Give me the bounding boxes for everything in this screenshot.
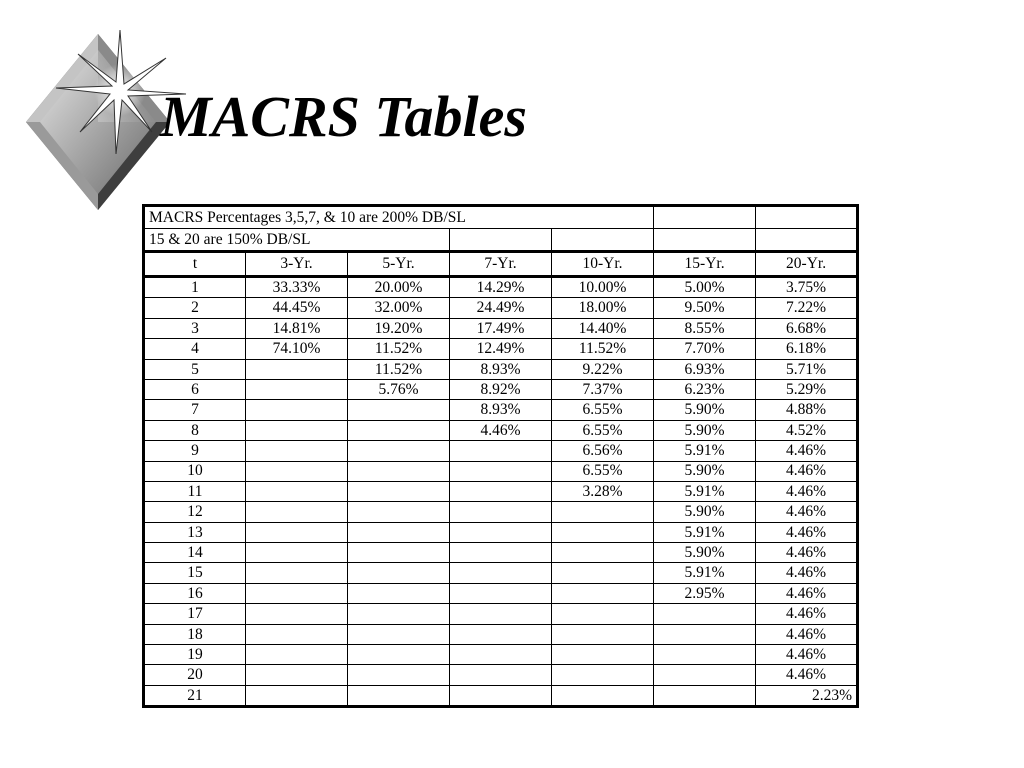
table-cell-3yr xyxy=(246,543,348,563)
table-cell-empty xyxy=(552,229,654,252)
table-cell-20yr: 4.46% xyxy=(756,543,858,563)
table-cell-t: 5 xyxy=(144,359,246,379)
table-cell-10yr: 9.22% xyxy=(552,359,654,379)
table-cell-10yr: 6.56% xyxy=(552,441,654,461)
table-row xyxy=(144,481,858,501)
table-cell-3yr xyxy=(246,685,348,706)
table-cell-t: 19 xyxy=(144,645,246,665)
table-cell-20yr: 4.46% xyxy=(756,522,858,542)
table-row xyxy=(144,379,858,399)
table-cell-t: 14 xyxy=(144,543,246,563)
table-cell-t: 12 xyxy=(144,502,246,522)
table-cell-5yr xyxy=(348,645,450,665)
table-cell-t: 21 xyxy=(144,685,246,706)
table-cell-3yr xyxy=(246,604,348,624)
table-cell-10yr xyxy=(552,645,654,665)
table-cell-20yr: 2.23% xyxy=(756,685,858,706)
table-cell-t: 1 xyxy=(144,277,246,298)
table-cell-5yr: 11.52% xyxy=(348,339,450,359)
table-cell-20yr: 4.46% xyxy=(756,665,858,685)
table-row xyxy=(144,502,858,522)
table-cell-7yr xyxy=(450,685,552,706)
table-cell-15yr: 5.91% xyxy=(654,481,756,501)
table-row xyxy=(144,277,858,298)
page-title: MACRS Tables xyxy=(160,84,527,149)
table-cell-7yr: 17.49% xyxy=(450,318,552,338)
table-cell-t: 18 xyxy=(144,624,246,644)
table-cell-15yr: 5.00% xyxy=(654,277,756,298)
table-cell-10yr: 7.37% xyxy=(552,379,654,399)
table-cell-t: 15 xyxy=(144,563,246,583)
table-row xyxy=(144,685,858,706)
table-cell-t: 20 xyxy=(144,665,246,685)
table-cell-7yr xyxy=(450,624,552,644)
table-cell-t: 9 xyxy=(144,441,246,461)
table-cell-15yr xyxy=(654,685,756,706)
table-cell-15yr: 5.90% xyxy=(654,400,756,420)
table-cell-20yr: 7.22% xyxy=(756,298,858,318)
table-cell-15yr: 6.23% xyxy=(654,379,756,399)
table-row xyxy=(144,298,858,318)
table-cell-empty xyxy=(756,229,858,252)
table-cell-15yr: 5.90% xyxy=(654,420,756,440)
table-header-row xyxy=(144,252,858,277)
table-cell-7yr xyxy=(450,645,552,665)
table-cell-7yr: 8.93% xyxy=(450,359,552,379)
table-cell-15yr: 5.90% xyxy=(654,461,756,481)
column-header-7yr: 7-Yr. xyxy=(450,252,552,277)
table-cell-7yr xyxy=(450,543,552,563)
table-cell-10yr: 6.55% xyxy=(552,400,654,420)
table-cell-3yr xyxy=(246,645,348,665)
table-cell-10yr xyxy=(552,502,654,522)
table-cell-5yr xyxy=(348,563,450,583)
table-row xyxy=(144,645,858,665)
table-cell-10yr: 10.00% xyxy=(552,277,654,298)
table-cell-20yr: 4.46% xyxy=(756,461,858,481)
table-cell-3yr xyxy=(246,481,348,501)
table-cell-5yr: 32.00% xyxy=(348,298,450,318)
table-row xyxy=(144,624,858,644)
table-cell-empty xyxy=(654,229,756,252)
table-cell-5yr xyxy=(348,400,450,420)
table-cell-20yr: 6.18% xyxy=(756,339,858,359)
table-cell-20yr: 4.46% xyxy=(756,481,858,501)
table-cell-t: 3 xyxy=(144,318,246,338)
table-row xyxy=(144,665,858,685)
table-cell-10yr xyxy=(552,583,654,603)
table-cell-3yr xyxy=(246,359,348,379)
table-cell-t: 17 xyxy=(144,604,246,624)
table-cell-15yr xyxy=(654,624,756,644)
table-cell-7yr xyxy=(450,563,552,583)
table-cell-3yr xyxy=(246,522,348,542)
table-cell-10yr: 18.00% xyxy=(552,298,654,318)
table-cell-15yr xyxy=(654,645,756,665)
table-cell-3yr xyxy=(246,583,348,603)
table-cell-t: 11 xyxy=(144,481,246,501)
table-cell-t: 16 xyxy=(144,583,246,603)
table-cell-10yr xyxy=(552,624,654,644)
table-cell-3yr xyxy=(246,624,348,644)
table-cell-10yr: 14.40% xyxy=(552,318,654,338)
table-cell-20yr: 4.46% xyxy=(756,624,858,644)
column-header-10yr: 10-Yr. xyxy=(552,252,654,277)
table-cell-5yr xyxy=(348,604,450,624)
table-cell-7yr xyxy=(450,583,552,603)
table-row xyxy=(144,522,858,542)
table-cell-20yr: 4.52% xyxy=(756,420,858,440)
table-cell-20yr: 4.46% xyxy=(756,441,858,461)
table-cell-10yr xyxy=(552,522,654,542)
table-cell-t: 4 xyxy=(144,339,246,359)
table-cell-10yr xyxy=(552,543,654,563)
table-cell-15yr: 6.93% xyxy=(654,359,756,379)
table-note-row xyxy=(144,206,858,229)
table-cell-15yr: 9.50% xyxy=(654,298,756,318)
table-cell-20yr: 4.46% xyxy=(756,604,858,624)
table-row xyxy=(144,339,858,359)
table-cell-3yr xyxy=(246,400,348,420)
table-cell-10yr xyxy=(552,665,654,685)
table-cell-7yr xyxy=(450,522,552,542)
table-cell-5yr xyxy=(348,420,450,440)
table-row xyxy=(144,400,858,420)
column-header-t: t xyxy=(144,252,246,277)
table-cell-15yr: 5.91% xyxy=(654,563,756,583)
table-cell-10yr xyxy=(552,685,654,706)
table-cell-10yr: 6.55% xyxy=(552,420,654,440)
table-cell-7yr xyxy=(450,441,552,461)
table-cell-3yr: 33.33% xyxy=(246,277,348,298)
table-cell-10yr xyxy=(552,604,654,624)
table-cell-15yr: 5.90% xyxy=(654,543,756,563)
table-cell-3yr xyxy=(246,379,348,399)
table-cell-20yr: 4.46% xyxy=(756,645,858,665)
table-cell-empty xyxy=(756,206,858,229)
table-cell-7yr xyxy=(450,481,552,501)
table-cell-t: 10 xyxy=(144,461,246,481)
table-note-line-2: 15 & 20 are 150% DB/SL xyxy=(144,229,450,252)
table-cell-15yr: 5.91% xyxy=(654,522,756,542)
table-cell-20yr: 6.68% xyxy=(756,318,858,338)
table-row xyxy=(144,543,858,563)
table-cell-7yr: 14.29% xyxy=(450,277,552,298)
table-cell-3yr xyxy=(246,441,348,461)
table-cell-7yr xyxy=(450,461,552,481)
table-cell-15yr: 5.91% xyxy=(654,441,756,461)
table-cell-7yr: 4.46% xyxy=(450,420,552,440)
table-row xyxy=(144,604,858,624)
column-header-15yr: 15-Yr. xyxy=(654,252,756,277)
table-cell-5yr: 19.20% xyxy=(348,318,450,338)
table-cell-5yr: 5.76% xyxy=(348,379,450,399)
table-cell-5yr xyxy=(348,665,450,685)
table-cell-5yr: 20.00% xyxy=(348,277,450,298)
table-cell-3yr: 44.45% xyxy=(246,298,348,318)
table-row xyxy=(144,563,858,583)
table-cell-20yr: 4.88% xyxy=(756,400,858,420)
table-cell-20yr: 4.46% xyxy=(756,563,858,583)
table-cell-10yr: 6.55% xyxy=(552,461,654,481)
table-cell-5yr xyxy=(348,441,450,461)
table-cell-3yr xyxy=(246,461,348,481)
table-cell-15yr xyxy=(654,665,756,685)
table-cell-5yr xyxy=(348,461,450,481)
table-cell-10yr xyxy=(552,563,654,583)
table-cell-7yr: 24.49% xyxy=(450,298,552,318)
table-row xyxy=(144,318,858,338)
table-cell-20yr: 5.29% xyxy=(756,379,858,399)
table-cell-15yr: 2.95% xyxy=(654,583,756,603)
table-note-line-1: MACRS Percentages 3,5,7, & 10 are 200% DB/SL xyxy=(144,206,654,229)
table-cell-10yr: 11.52% xyxy=(552,339,654,359)
table-row xyxy=(144,441,858,461)
table-cell-20yr: 4.46% xyxy=(756,502,858,522)
table-cell-3yr: 14.81% xyxy=(246,318,348,338)
table-cell-3yr xyxy=(246,420,348,440)
table-cell-5yr xyxy=(348,543,450,563)
table-cell-t: 2 xyxy=(144,298,246,318)
table-cell-7yr xyxy=(450,665,552,685)
table-cell-3yr xyxy=(246,563,348,583)
table-row xyxy=(144,359,858,379)
table-cell-7yr xyxy=(450,604,552,624)
table-cell-empty xyxy=(654,206,756,229)
column-header-5yr: 5-Yr. xyxy=(348,252,450,277)
table-cell-5yr xyxy=(348,522,450,542)
table-cell-t: 13 xyxy=(144,522,246,542)
table-cell-t: 7 xyxy=(144,400,246,420)
table-cell-empty xyxy=(450,229,552,252)
table-cell-5yr: 11.52% xyxy=(348,359,450,379)
table-cell-t: 6 xyxy=(144,379,246,399)
table-cell-7yr: 8.92% xyxy=(450,379,552,399)
table-cell-t: 8 xyxy=(144,420,246,440)
table-cell-5yr xyxy=(348,502,450,522)
table-cell-20yr: 3.75% xyxy=(756,277,858,298)
table-cell-3yr xyxy=(246,665,348,685)
table-cell-7yr: 12.49% xyxy=(450,339,552,359)
table-cell-3yr xyxy=(246,502,348,522)
column-header-20yr: 20-Yr. xyxy=(756,252,858,277)
table-cell-5yr xyxy=(348,624,450,644)
macrs-percentage-table xyxy=(142,204,859,708)
table-cell-15yr xyxy=(654,604,756,624)
table-cell-20yr: 4.46% xyxy=(756,583,858,603)
table-cell-15yr: 8.55% xyxy=(654,318,756,338)
table-cell-15yr: 5.90% xyxy=(654,502,756,522)
table-cell-10yr: 3.28% xyxy=(552,481,654,501)
column-header-3yr: 3-Yr. xyxy=(246,252,348,277)
table-row xyxy=(144,583,858,603)
table-row xyxy=(144,461,858,481)
table-cell-7yr xyxy=(450,502,552,522)
table-cell-3yr: 74.10% xyxy=(246,339,348,359)
table-cell-7yr: 8.93% xyxy=(450,400,552,420)
table-cell-5yr xyxy=(348,583,450,603)
table-note-row xyxy=(144,229,858,252)
table-cell-20yr: 5.71% xyxy=(756,359,858,379)
table-row xyxy=(144,420,858,440)
table-cell-5yr xyxy=(348,481,450,501)
table-cell-15yr: 7.70% xyxy=(654,339,756,359)
table-cell-5yr xyxy=(348,685,450,706)
